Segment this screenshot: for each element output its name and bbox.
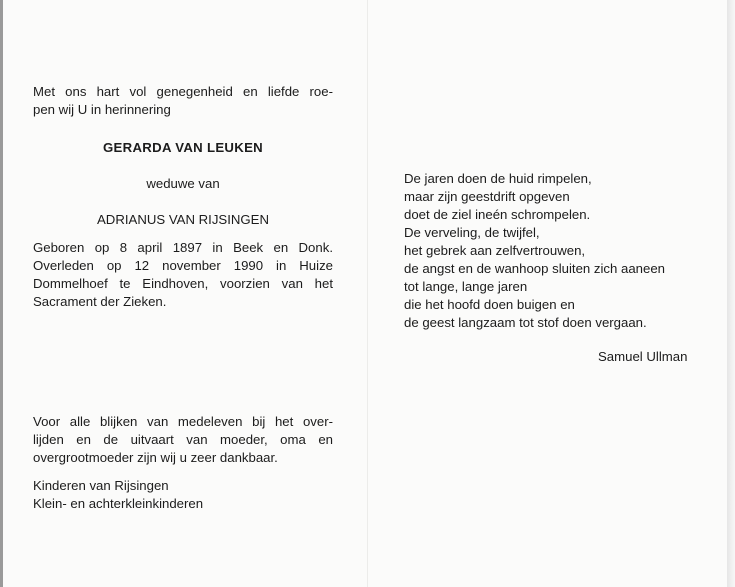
family-line-2: Klein- en achterkleinkinderen (33, 496, 204, 511)
family-line-1: Kinderen van Rijsingen (33, 478, 169, 493)
card-fold (367, 0, 368, 587)
details-line-4: Sacrament der Zieken. (33, 294, 167, 309)
details-line-1: Geboren op 8 april 1897 in Beek en Donk. (33, 240, 333, 255)
poem-line-1: De jaren doen de huid rimpelen, (404, 171, 592, 186)
scan-edge-right (727, 0, 735, 587)
poem-line-4: De verveling, de twijfel, (404, 225, 540, 240)
poem-line-7: tot lange, lange jaren (404, 279, 528, 294)
poem-author: Samuel Ullman (598, 349, 688, 364)
poem-line-5: het gebrek aan zelfvertrouwen, (404, 243, 586, 258)
poem-line-2: maar zijn geestdrift opgeven (404, 189, 570, 204)
invitation-line-2: pen wij U in herinnering (33, 102, 171, 117)
details-line-2: Overleden op 12 november 1990 in Huize (33, 258, 333, 273)
poem-line-8: die het hoofd doen buigen en (404, 297, 575, 312)
details-line-3: Dommelhoef te Eindhoven, voorzien van het (33, 276, 333, 291)
left-page (33, 83, 333, 513)
poem-line-6: de angst en de wanhoop sluiten zich aaneen (404, 261, 666, 276)
relation-text: weduwe van (146, 176, 220, 191)
scan-edge-left (0, 0, 3, 587)
poem (404, 170, 704, 332)
invitation-line-1: Met ons hart vol genegenheid en liefde roe- (33, 84, 333, 99)
spouse-name: ADRIANUS VAN RIJSINGEN (97, 212, 269, 227)
thanks-line-1: Voor alle blijken van medeleven bij het over- (33, 414, 333, 429)
poem-line-3: doet de ziel ineén schrompelen. (404, 207, 591, 222)
thanks-line-2: lijden en de uitvaart van moeder, oma en (33, 432, 333, 447)
poem-line-9: de geest langzaam tot stof doen vergaan. (404, 315, 647, 330)
deceased-name: GERARDA VAN LEUKEN (103, 140, 263, 155)
thanks-line-3: overgrootmoeder zijn wij u zeer dankbaar. (33, 450, 278, 465)
